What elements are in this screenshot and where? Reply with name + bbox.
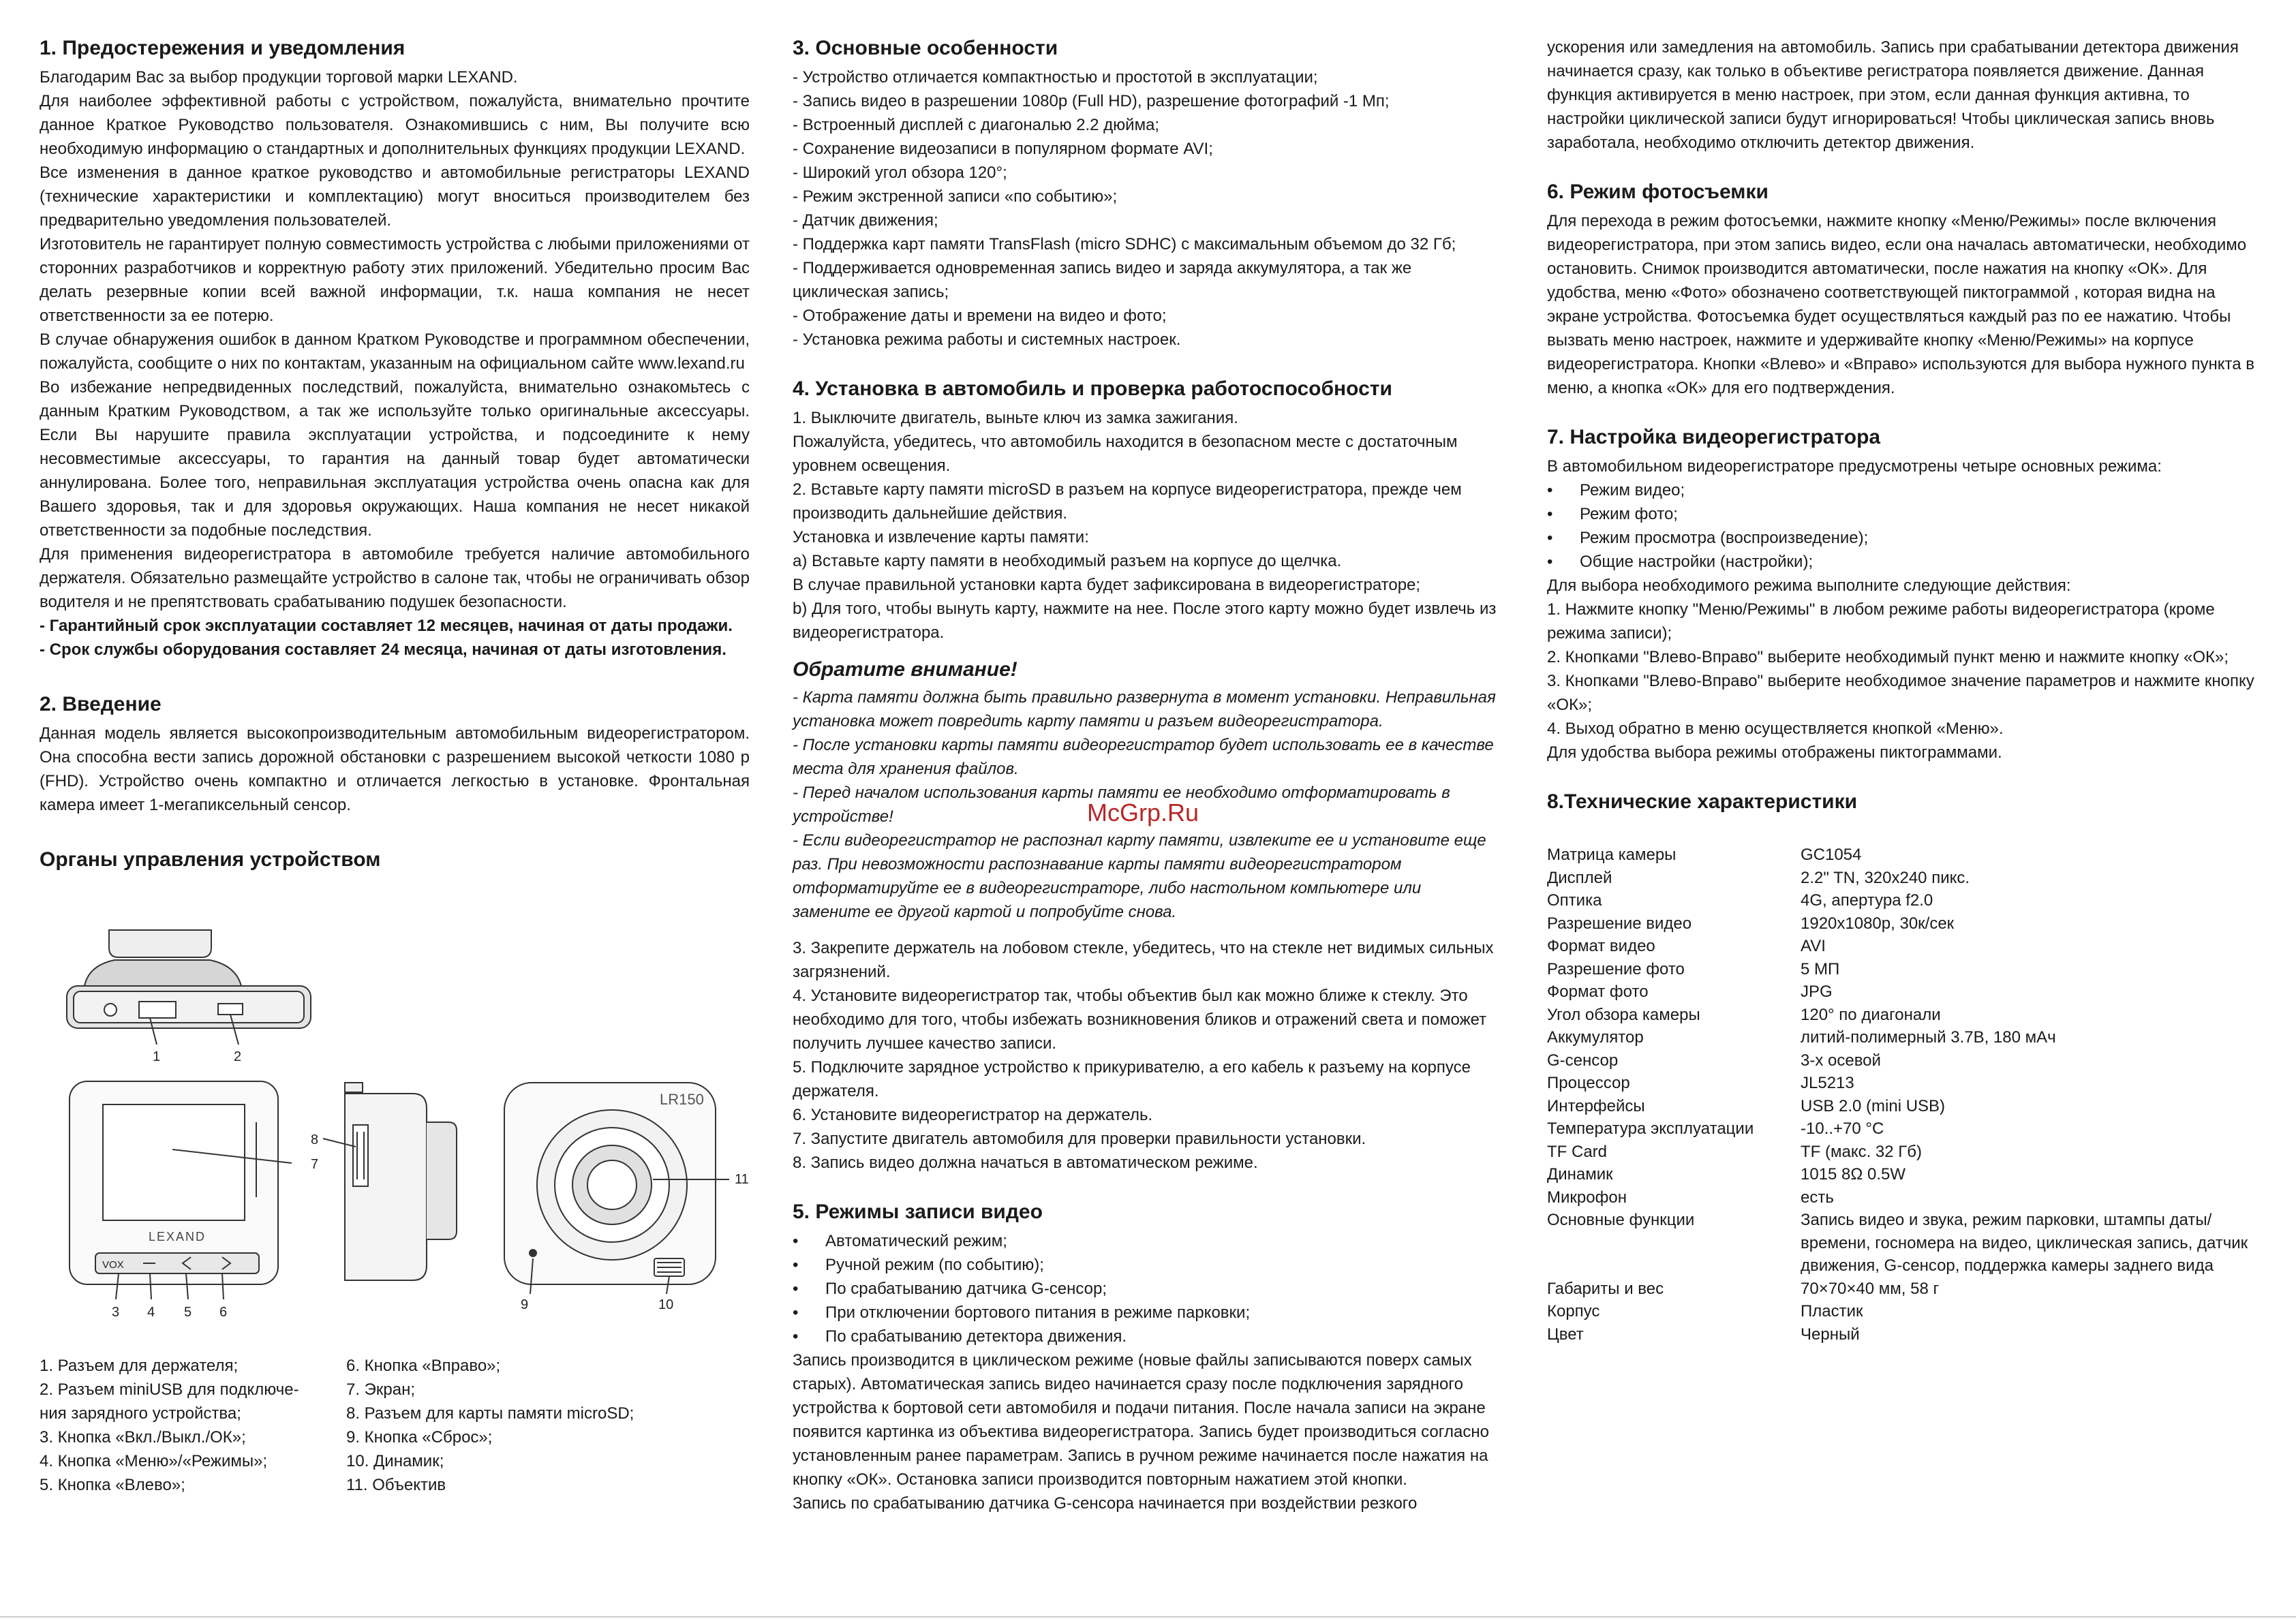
spec-value: -10..+70 °C: [1801, 1119, 1884, 1138]
spec-key: G-сенсор: [1547, 1051, 1619, 1070]
s1-paragraph: Для наиболее эффективной работы с устройством, пожалуйста, внимательно прочтите данное Краткое Руководство пользователя. Ознакомившись с ним, Вы получите всю необходимую информацию о стандартных и дополнительных функциях продукции LEXAND.: [40, 92, 750, 158]
spec-key: Угол обзора камеры: [1547, 1005, 1700, 1024]
spec-value: AVI: [1801, 937, 1826, 955]
table-row: [1547, 912, 2256, 936]
spec-value: 120° по диагонали: [1801, 1005, 1941, 1024]
section-5-title: 5. Режимы записи видео: [793, 1201, 1043, 1223]
table-row: [1547, 1117, 2256, 1141]
spec-value: Запись видео и звука, режим парковки, штампы даты/времени, госномера на видео, циклическая запись, датчик движения, G-сенсор, поддержка камеры заднего вида: [1801, 1211, 2248, 1275]
callout-3: 3: [112, 1305, 120, 1320]
list-item: • Общие настройки (настройки);: [1547, 550, 2256, 574]
note-line: - После установки карты памяти видеорегистратор будет использовать ее в качестве места для хранения файлов.: [793, 736, 1494, 778]
device-diagram: [40, 877, 750, 1354]
install-line: 3. Закрепите держатель на лобовом стекле, убедитесь, что на стекле нет видимых сильных загрязнений.: [793, 939, 1494, 981]
spec-value: Пластик: [1801, 1302, 1863, 1320]
feature-line: - Установка режима работы и системных настроек.: [793, 330, 1181, 349]
spec-key: Основные функции: [1547, 1211, 1695, 1229]
callout-11: 11: [735, 1172, 749, 1187]
spec-key: Оптика: [1547, 891, 1602, 910]
install-line: 4. Установите видеорегистратор так, чтобы объектив был как можно ближе к стеклу. Это необходимо для того, чтобы избежать возникновения бликов и отражений света и поможет получить лучшее качество записи.: [793, 987, 1487, 1053]
specs-table: [1547, 844, 2256, 1346]
column-1: [40, 35, 750, 1497]
spec-value: 1015 8Ω 0.5W: [1801, 1165, 1906, 1184]
s1-paragraph: Для применения видеорегистратора в автомобиле требуется наличие автомобильного держателя. Обязательно размещайте устройство в салоне так, чтобы не ограничивать обзор водителя и не препятствовать срабатыванию подушек безопасности.: [40, 545, 750, 611]
modes-list: [1547, 478, 2256, 574]
callout-2: 2: [234, 1049, 242, 1064]
spec-key: Корпус: [1547, 1302, 1600, 1320]
section-2-title: 2. Введение: [40, 693, 162, 715]
spec-key: Процессор: [1547, 1074, 1630, 1092]
table-row: [1547, 980, 2256, 1004]
device-back-view: [504, 1083, 729, 1294]
controls-title: Органы управления устройством: [40, 848, 381, 871]
part-item: 1. Разъем для держателя;: [40, 1357, 239, 1375]
spec-value: 4G, апертура f2.0: [1801, 891, 1933, 910]
service-life-line: - Срок службы оборудования составляет 24 месяца, начиная от даты изготовления.: [40, 640, 726, 659]
spec-key: Динамик: [1547, 1165, 1613, 1184]
spec-value: литий-полимерный 3.7В, 180 мАч: [1801, 1028, 2056, 1047]
callout-5: 5: [184, 1305, 192, 1320]
s1-paragraph: Благодарим Вас за выбор продукции торговой марки LEXAND.: [40, 68, 518, 87]
table-row: [1547, 1300, 2256, 1323]
part-item: 6. Кнопка «Вправо»;: [346, 1357, 501, 1375]
part-item: 2. Разъем miniUSB для подключе-: [40, 1380, 299, 1399]
table-row: [1547, 1049, 2256, 1072]
section-7-title: 7. Настройка видеорегистратора: [1547, 426, 1881, 448]
section-8-title: 8.Технические характеристики: [1547, 790, 1858, 813]
s7-intro: В автомобильном видеорегистраторе предусмотрены четыре основных режима:: [1547, 457, 2162, 476]
list-item: • Режим просмотра (воспроизведение);: [1547, 526, 2256, 550]
table-row: [1547, 1004, 2256, 1027]
spec-key: Разрешение видео: [1547, 914, 1692, 933]
table-row: [1547, 1186, 2256, 1209]
install-line: 5. Подключите зарядное устройство к прикуривателю, а его кабель к разъему на корпусе держателя.: [793, 1058, 1471, 1100]
s1-paragraph: Все изменения в данное краткое руководство и автомобильные регистраторы LEXAND (технические характеристики и комплектацию) могут вноситься производителем без предварительно уведомления пользователей.: [40, 164, 750, 230]
front-brand: LEXAND: [149, 1230, 206, 1243]
s7-line: Для удобства выбора режимы отображены пиктограммами.: [1547, 743, 2002, 762]
note-line: - Перед началом использования карты памяти ее необходимо отформатировать в устройстве!: [793, 784, 1450, 826]
feature-line: - Режим экстренной записи «по событию»;: [793, 187, 1118, 206]
table-row: [1547, 844, 2256, 867]
s5-continuation: ускорения или замедления на автомобиль. Запись при срабатывании детектора движения начинается сразу, как только в объективе регистратора появляется движение. Данная функция активируется в меню настроек, при этом, если данная функция активна, то настройки циклической записи будут игнорироваться! Чтобы циклическая запись вновь заработала, необходимо отключить детектор движения.: [1547, 38, 2239, 152]
install-line: 2. Вставьте карту памяти microSD в разъем на корпусе видеорегистратора, прежде чем производить дальнейшие действия.: [793, 480, 1462, 523]
spec-key: Температура эксплуатации: [1547, 1119, 1754, 1138]
callout-6: 6: [219, 1305, 228, 1320]
spec-key: Формат видео: [1547, 937, 1655, 955]
s5-text: Запись по срабатыванию датчика G-сенсора начинается при воздействии резкого: [793, 1494, 1418, 1513]
spec-value: есть: [1801, 1188, 1834, 1207]
spec-value: GC1054: [1801, 846, 1862, 864]
spec-key: Дисплей: [1547, 868, 1612, 887]
callout-7: 7: [311, 1157, 319, 1172]
device-top-view: [67, 930, 311, 1045]
part-item: 9. Кнопка «Сброс»;: [346, 1428, 493, 1447]
s1-paragraph: Во избежание непредвиденных последствий, пожалуйста, внимательно ознакомьтесь с данным Кратким Руководством, а так же используйте только оригинальные аксессуары. Если Вы нарушите правила эксплуатации устройства, и подсоедините к нему несовместимые аксессуары, то гарантия на данный товар будет автоматически аннулирована. Более того, неправильная эксплуатация устройства очень опасна как для Вашего здоровья, так и для здоровья окружающих. Наша компания не несет никакой ответственности за подобные последствия.: [40, 378, 750, 540]
spec-value: 70×70×40 мм, 58 г: [1801, 1279, 1940, 1298]
spec-value: 3-х осевой: [1801, 1051, 1881, 1070]
table-row: [1547, 958, 2256, 981]
feature-line: - Широкий угол обзора 120°;: [793, 164, 1007, 182]
watermark-text: McGrp.Ru: [1087, 799, 1199, 826]
feature-line: - Запись видео в разрешении 1080p (Full HD), разрешение фотографий -1 Мп;: [793, 92, 1390, 110]
part-item: 5. Кнопка «Влево»;: [40, 1476, 185, 1494]
part-item: 11. Объектив: [346, 1476, 446, 1494]
table-row: [1547, 1278, 2256, 1301]
feature-line: - Сохранение видеозаписи в популярном формате AVI;: [793, 140, 1213, 158]
table-row: [1547, 1163, 2256, 1186]
column-3: [1547, 35, 2256, 1346]
table-row: [1547, 1026, 2256, 1049]
s5-text: Запись производится в циклическом режиме (новые файлы записываются поверх самых старых). Автоматическая запись видео начинается сразу после подключения зарядного устройства к бортовой сети автомобиля и подачи питания. После начала записи на экране появится картинка из объектива видеорегистратора. Запись будет производиться согласно установленным ранее параметрам. Запись в ручном режиме начинается после нажатия на кнопку «ОК». Остановка записи производится повторным нажатием этой кнопки.: [793, 1351, 1489, 1489]
install-line: 6. Установите видеорегистратор на держатель.: [793, 1106, 1153, 1124]
s7-line: 1. Нажмите кнопку "Меню/Режимы" в любом режиме работы видеорегистратора (кроме режима записи);: [1547, 600, 2215, 643]
s7-line: 3. Кнопками "Влево-Вправо" выберите необходимое значение параметров и нажмите кнопку «ОК»;: [1547, 672, 2254, 714]
list-item: • При отключении бортового питания в режиме парковки;: [793, 1301, 1499, 1325]
feature-line: - Встроенный дисплей с диагональю 2.2 дюйма;: [793, 116, 1160, 134]
install-line: 8. Запись видео должна начаться в автоматическом режиме.: [793, 1154, 1258, 1172]
spec-value: 2.2" TN, 320x240 пикс.: [1801, 868, 1970, 887]
table-row: [1547, 1323, 2256, 1346]
spec-key: Аккумулятор: [1547, 1028, 1644, 1047]
s7-line: Для выбора необходимого режима выполните следующие действия:: [1547, 576, 2071, 595]
section-4-title: 4. Установка в автомобиль и проверка работоспособности: [793, 377, 1392, 400]
install-line: 1. Выключите двигатель, выньте ключ из замка зажигания.: [793, 409, 1238, 427]
callout-8: 8: [311, 1132, 319, 1147]
spec-value: 5 МП: [1801, 959, 1840, 978]
spec-value: JL5213: [1801, 1074, 1854, 1092]
install-line: В случае правильной установки карта будет зафиксирована в видеорегистраторе;: [793, 576, 1421, 594]
feature-line: - Датчик движения;: [793, 211, 938, 230]
table-row: [1547, 1095, 2256, 1118]
spec-key: Разрешение фото: [1547, 959, 1685, 978]
spec-key: Микрофон: [1547, 1188, 1627, 1207]
list-item: • Режим видео;: [1547, 478, 2256, 502]
feature-line: - Поддерживается одновременная запись видео и заряда аккумулятора, а так же циклическая запись;: [793, 259, 1412, 301]
spec-key: Цвет: [1547, 1325, 1584, 1344]
part-item: ния зарядного устройства;: [40, 1404, 241, 1423]
spec-key: TF Card: [1547, 1142, 1608, 1161]
section-1-title: 1. Предостережения и уведомления: [40, 37, 405, 59]
callout-9: 9: [521, 1297, 529, 1312]
list-item: • По срабатыванию детектора движения.: [793, 1325, 1499, 1348]
part-item: 7. Экран;: [346, 1380, 416, 1399]
table-row: [1547, 889, 2256, 912]
device-side-view: [323, 1083, 457, 1280]
model-label: LR150: [660, 1091, 704, 1108]
spec-value: JPG: [1801, 983, 1833, 1001]
page-bottom-divider: [0, 1616, 2296, 1618]
feature-line: - Поддержка карт памяти TransFlash (micro SDHC) с максимальным объемом до 32 Гб;: [793, 235, 1456, 253]
s1-paragraph: Изготовитель не гарантирует полную совместимость устройства с любыми приложениями от сторонних разработчиков и корректную работу этих приложений. Убедительно просим Вас делать резервные копии всей важной информации, т.к. наша компания не несет ответственности за ее потерю.: [40, 235, 750, 325]
recording-modes-list: [793, 1229, 1499, 1348]
part-item: 3. Кнопка «Вкл./Выкл./ОК»;: [40, 1428, 246, 1447]
spec-key: Интерфейсы: [1547, 1096, 1645, 1115]
callout-1: 1: [153, 1049, 161, 1064]
note-line: - Карта памяти должна быть правильно развернута в момент установки. Неправильная установка может повредить карту памяти и разъем видеорегистратора.: [793, 688, 1496, 730]
callout-10: 10: [658, 1297, 674, 1312]
s7-line: 2. Кнопками "Влево-Вправо" выберите необходимый пункт меню и нажмите кнопку «ОК»;: [1547, 648, 2229, 666]
device-front-view: [70, 1081, 292, 1299]
part-item: 8. Разъем для карты памяти microSD;: [346, 1404, 634, 1423]
spec-value: USB 2.0 (mini USB): [1801, 1096, 1946, 1115]
note-line: - Если видеорегистратор не распознал карту памяти, извлеките ее и установите еще раз. При невозможности распознавание карты памяти видеорегистратором отформатируйте ее в видеорегистраторе, либо настольном компьютере или замените ее другой картой и попробуйте снова.: [793, 831, 1486, 921]
spec-value: Черный: [1801, 1325, 1860, 1344]
feature-line: - Отображение даты и времени на видео и фото;: [793, 307, 1167, 325]
callout-4: 4: [147, 1305, 155, 1320]
column-2: [793, 35, 1499, 1515]
spec-key: Габариты и вес: [1547, 1279, 1664, 1298]
vox-label: VOX: [102, 1259, 124, 1271]
spec-key: Матрица камеры: [1547, 846, 1677, 864]
install-line: b) Для того, чтобы вынуть карту, нажмите на нее. После этого карту можно будет извлечь из видеорегистратора.: [793, 600, 1497, 642]
s7-line: 4. Выход обратно в меню осуществляется кнопкой «Меню».: [1547, 720, 2004, 738]
table-row: [1547, 867, 2256, 890]
part-item: 10. Динамик;: [346, 1452, 444, 1470]
spec-value: 1920x1080p, 30к/сек: [1801, 914, 1955, 933]
spec-value: TF (макс. 32 Гб): [1801, 1142, 1923, 1161]
part-item: 4. Кнопка «Меню»/«Режимы»;: [40, 1452, 268, 1470]
parts-legend: [40, 1354, 750, 1497]
warranty-line: - Гарантийный срок эксплуатации составляет 12 месяцев, начиная от даты продажи.: [40, 617, 733, 635]
install-line: a) Вставьте карту памяти в необходимый разъем на корпусе до щелчка.: [793, 552, 1342, 570]
list-item: • Ручной режим (по событию);: [793, 1253, 1499, 1277]
spec-key: Формат фото: [1547, 983, 1649, 1001]
table-row: [1547, 1141, 2256, 1164]
note-title: Обратите внимание!: [793, 658, 1017, 681]
table-row: [1547, 1072, 2256, 1095]
feature-line: - Устройство отличается компактностью и простотой в эксплуатации;: [793, 68, 1318, 87]
list-item: • Автоматический режим;: [793, 1229, 1499, 1253]
install-line: Пожалуйста, убедитесь, что автомобиль находится в безопасном месте с достаточным уровнем освещения.: [793, 433, 1458, 475]
section-6-title: 6. Режим фотосъемки: [1547, 181, 1769, 203]
section-3-title: 3. Основные особенности: [793, 37, 1058, 59]
table-row: [1547, 1209, 2256, 1278]
install-line: 7. Запустите двигатель автомобиля для проверки правильности установки.: [793, 1130, 1366, 1148]
s1-paragraph: В случае обнаружения ошибок в данном Кратком Руководстве и программном обеспечении, пожалуйста, сообщите о них по контактам, указанным на официальном сайте www.lexand.ru: [40, 330, 750, 373]
list-item: • Режим фото;: [1547, 502, 2256, 526]
table-row: [1547, 935, 2256, 958]
s6-text: Для перехода в режим фотосъемки, нажмите кнопку «Меню/Режимы» после включения видеорегистратора, при этом запись видео, если она началась автоматически, необходимо остановить. Снимок производится автоматически, после нажатия на кнопку «ОК». Для удобства, меню «Фото» обозначено соответствующей пиктограммой , которая видна на экране устройства. Фотосъемка будет осуществляться каждый раз по ее нажатию. Чтобы вызвать меню настроек, нажмите и удерживайте кнопку «Меню/Режимы» на корпусе видеорегистратора. Кнопки «Влево» и «Вправо» используются для выбора нужного пункта в меню, а кнопка «ОК» для его подтверждения.: [1547, 212, 2255, 397]
s2-text: Данная модель является высокопроизводительным автомобильным видеорегистратором. Она способна вести запись дорожной обстановки с разрешением высокой четкости 1080 p (FHD). Устройство очень компактно и отличается легкостью в установке. Фронтальная камера имеет 1-мегапиксельный сенсор.: [40, 724, 750, 814]
install-line: Установка и извлечение карты памяти:: [793, 528, 1089, 546]
list-item: • По срабатыванию датчика G-сенсор;: [793, 1277, 1499, 1301]
